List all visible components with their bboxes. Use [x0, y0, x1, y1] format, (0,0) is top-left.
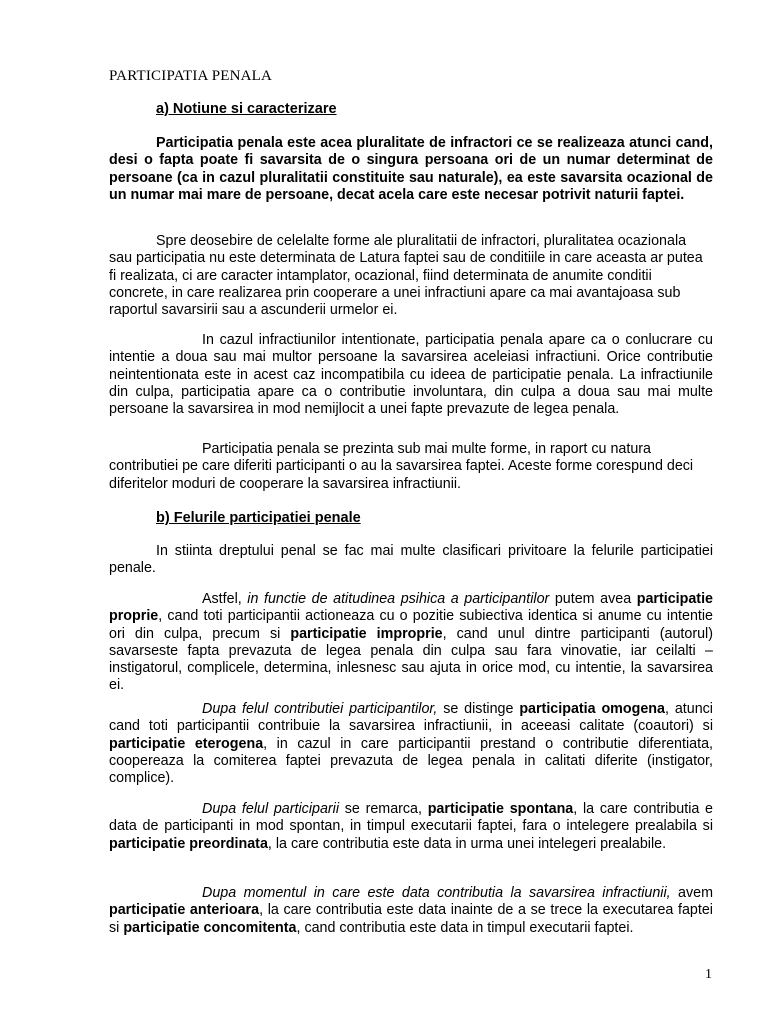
text-run: , cand contributia este data in timpul executarii faptei.: [296, 919, 634, 936]
paragraph-intentional-offences: In cazul infractiunilor intentionate, participatia penala apare ca o conlucrare cu intentie a doua sau mai multor persoane la savarsirea aceleiasi infractiuni. Orice contributie neintentionata este in acest caz incompatibila cu ideea de participatie penala. La infractiunile din culpa, participatia apare ca o contributie involuntara, din culpa a doua sau mai multe persoane la savarsirea in mod nemijlocit a unei fapte prevazute de legea penala.: [109, 332, 713, 418]
text-run: se distinge: [437, 701, 520, 717]
text-run: putem avea: [549, 591, 637, 607]
section-b-heading: b) Felurile participatiei penale: [156, 510, 361, 526]
text-run: , cand toti participantii actioneaza cu o pozitie subiectiva identica si anume cu intentie ori din culpa, precum si: [109, 608, 713, 642]
paragraph-contribution-type: [109, 701, 713, 787]
page-number: 1: [705, 967, 712, 982]
paragraph-occasional-plurality: Spre deosebire de celelalte forme ale pluralitatii de infractori, pluralitatea ocazionala sau participatia nu este determinata de Latura faptei sau de conditiile in care aceasta ar putea fi realizata, ci are caracter intamplator, ocazional, fiind determinata de anumite conditii concrete, in care realizarea prin cooperare a unei infractiuni apare ca mai avantajoasa sub raportul savarsirii sau a ascunderii urmelor ei.: [109, 233, 703, 319]
term-prior-participation: participatie anterioara: [109, 902, 260, 919]
paragraph-classifications-intro: In stiinta dreptului penal se fac mai multe clasificari privitoare la felurile participatiei penale.: [109, 543, 713, 577]
text-run: se remarca,: [339, 801, 428, 817]
paragraph-forms-of-participation: Participatia penala se prezinta sub mai multe forme, in raport cu natura contributiei pe care diferiti participanti o au la savarsirea faptei. Aceste forme corespund deci diferitelor moduri de cooperare la savarsirea infractiunii.: [109, 441, 694, 492]
text-run: Astfel,: [202, 591, 248, 607]
definition-paragraph: Participatia penala este acea pluralitate de infractori ce se realizeaza atunci cand, desi o fapta poate fi savarsita de o singura persoana ori de un numar determinat de persoane (ca in cazul pluralitatii constituite sau naturale), ea este savarsita ocazional de un numar mai mare de persoane, decat acela care este necesar potrivit naturii faptei.: [109, 135, 713, 203]
text-run: , la care contributia e data de participanti in mod spontan, in timpul executarii faptei, fara o intelegere prealabila si: [109, 801, 713, 835]
document-title: PARTICIPATIA PENALA: [109, 68, 273, 84]
text-run: , in cazul in care participantii prestand o contributie diferentiata, coopereaza la comiterea faptei prevazuta de legea penala in calitati diferite (instigator, complice).: [109, 735, 714, 787]
italic-phrase: in functie de atitudinea psihica a participantilor: [247, 591, 550, 607]
term-spontaneous-participation: participatie spontana: [427, 801, 574, 817]
section-a-heading: a) Notiune si caracterizare: [156, 101, 337, 117]
term-concomitant-participation: participatie concomitenta: [123, 919, 297, 936]
term-heterogeneous-participation: participatie eterogena: [109, 735, 264, 752]
paragraph-contribution-moment: [109, 885, 713, 937]
text-run: , atunci cand toti participantii contribuie la savarsirea infractiunii, in aceeasi calitate (coautori) si: [109, 701, 713, 735]
italic-phrase: Dupa felul participarii: [202, 801, 340, 817]
text-run: avem: [670, 885, 713, 901]
text-run: , la care contributia este data inainte de a se trece la executarea faptei si: [109, 902, 713, 936]
text-run: , la care contributia este data in urma unei intelegeri prealabile.: [267, 835, 667, 852]
term-premeditated-participation: participatie preordinata: [109, 835, 268, 852]
paragraph-psychic-attitude: [109, 591, 713, 695]
term-proper-participation: participatie proprie: [109, 591, 713, 625]
term-homogeneous-participation: participatia omogena: [519, 701, 665, 717]
italic-phrase: Dupa felul contributiei participantilor,: [202, 701, 438, 717]
term-improper-participation: participatie improprie: [290, 625, 443, 642]
text-run: , cand unul dintre participanti (autorul) savarseste fapta prevazuta de legea penala din culpa sau fara vinovatie, iar ceilalti – instigatorul, complicele, determina, inlesnesc sau ajuta in orice mod, cu intentie, la savarsirea ei.: [109, 625, 713, 694]
italic-phrase: Dupa momentul in care este data contributia la savarsirea infractiunii,: [202, 885, 671, 901]
paragraph-participation-type: [109, 801, 713, 853]
